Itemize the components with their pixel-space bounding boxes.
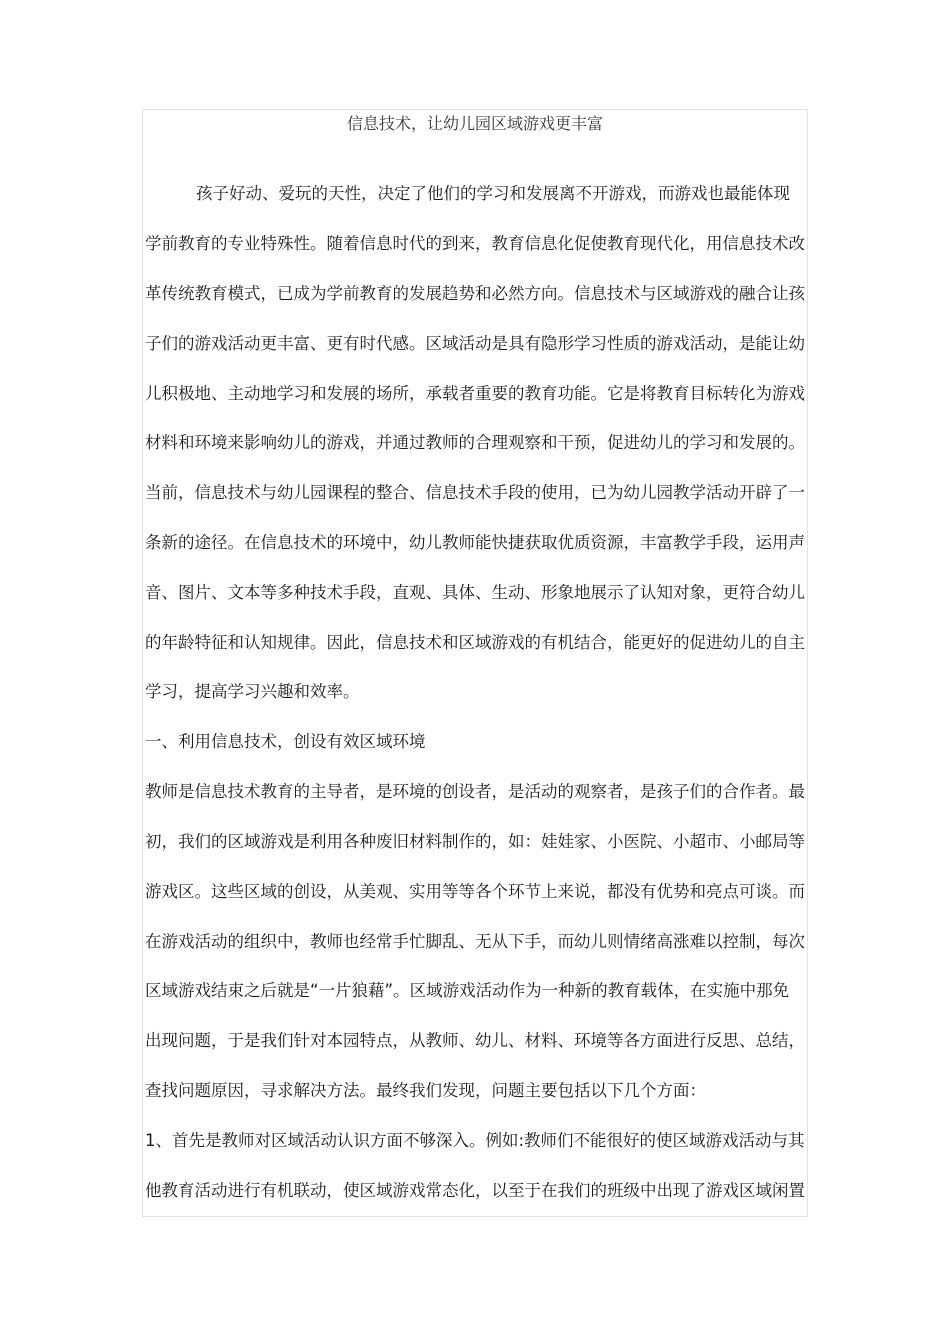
paragraph-line: 区域游戏结束之后就是“一片狼藉”。区域游戏活动作为一种新的教育载体，在实施中那免 <box>145 981 790 1000</box>
paragraph-line: 教师是信息技术教育的主导者，是环境的创设者，是活动的观察者，是孩子们的合作者。最 <box>145 782 805 801</box>
paragraph-line: 条新的途径。在信息技术的环境中，幼儿教师能快捷获取优质资源，丰富教学手段，运用声 <box>145 533 805 552</box>
paragraph-line: 材料和环境来影响幼儿的游戏，并通过教师的合理观察和干预，促进幼儿的学习和发展的。 <box>145 433 805 452</box>
paragraph-line: 儿积极地、主动地学习和发展的场所，承载者重要的教育功能。它是将教育目标转化为游戏 <box>145 384 805 403</box>
paragraph-line: 游戏区。这些区域的创设，从美观、实用等等各个环节上来说，都没有优势和亮点可谈。而 <box>145 882 805 901</box>
document-title: 信息技术，让幼儿园区域游戏更丰富 <box>346 114 603 133</box>
paragraph-line: 在游戏活动的组织中，教师也经常手忙脚乱、无从下手，而幼儿则情绪高涨难以控制，每次 <box>145 932 805 951</box>
list-item-line: 1、首先是教师对区域活动认识方面不够深入。例如:教师们不能很好的使区域游戏活动与其 <box>145 1131 805 1150</box>
paragraph-line: 学前教育的专业特殊性。随着信息时代的到来，教育信息化促使教育现代化，用信息技术改 <box>145 234 805 253</box>
paragraph-line: 的年龄特征和认知规律。因此，信息技术和区域游戏的有机结合，能更好的促进幼儿的自主 <box>145 633 805 652</box>
paragraph-line: 革传统教育模式，已成为学前教育的发展趋势和必然方向。信息技术与区域游戏的融合让孩 <box>145 284 805 303</box>
paragraph-line: 初，我们的区域游戏是利用各种废旧材料制作的，如：娃娃家、小医院、小超市、小邮局等 <box>145 832 805 851</box>
paragraph-line: 当前，信息技术与幼儿园课程的整合、信息技术手段的使用，已为幼儿园教学活动开辟了一 <box>145 483 805 502</box>
paragraph-line: 子们的游戏活动更丰富、更有时代感。区域活动是具有隐形学习性质的游戏活动，是能让幼 <box>145 334 805 353</box>
paragraph-line: 学习，提高学习兴趣和效率。 <box>145 682 360 701</box>
paragraph-line: 孩子好动、爱玩的天性，决定了他们的学习和发展离不开游戏，而游戏也最能体现 <box>196 184 790 203</box>
paragraph-line: 他教育活动进行有机联动，使区域游戏常态化，以至于在我们的班级中出现了游戏区域闲置 <box>145 1181 805 1200</box>
paragraph-line: 出现问题，于是我们针对本园特点，从教师、幼儿、材料、环境等各方面进行反思、总结， <box>145 1031 805 1050</box>
paragraph-line: 查找问题原因，寻求解决方法。最终我们发现，问题主要包括以下几个方面： <box>145 1081 706 1100</box>
paragraph-line: 音、图片、文本等多种技术手段，直观、具体、生动、形象地展示了认知对象，更符合幼儿 <box>145 583 805 602</box>
section-heading: 一、利用信息技术，创设有效区域环境 <box>145 732 426 751</box>
